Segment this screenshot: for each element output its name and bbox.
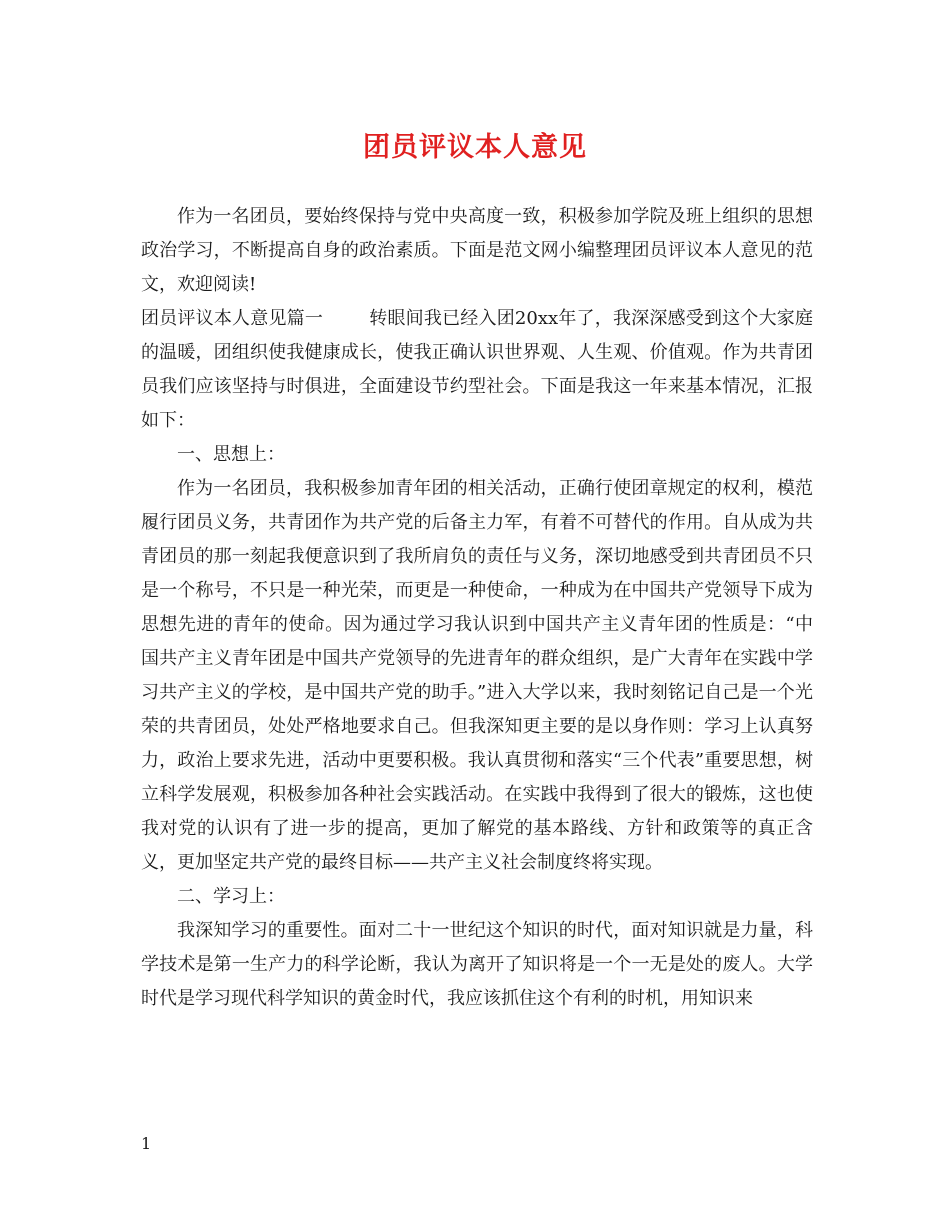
heading-thought: 一、思想上： xyxy=(177,444,285,465)
heading-study: 二、学习上： xyxy=(177,886,285,907)
document-title: 团员评议本人意见 xyxy=(363,132,587,163)
paragraph-thought: 作为一名团员，我积极参加青年团的相关活动，正确行使团章规定的权利，模范履行团员义务，共青团作为共产党的后备主力军，有着不可替代的作用。自从成为共青团员的那一刻起我便意识到了我所肩负的责任与义务，深切地感受到共青团员不只是一个称号，不只是一种光荣，而更是一种使命，一种成为在中国共产党领导下成为思想先进的青年的使命。因为通过学习我认识到中国共产主义青年团的性质是：“中国共产主义青年团是中国共产党领导的先进青年的群众组织，是广大青年在实践中学习共产主义的学校，是中国共产党的助手。”进入大学以来，我时刻铭记自己是一个光荣的共青团员，处处严格地要求自己。但我深知更主要的是以身作则：学习上认真努力，政治上要求先进，活动中更要积极。我认真贯彻和落实“三个代表”重要思想，树立科学发展观，积极参加各种社会实践活动。在实践中我得到了很大的锻炼，这也使我对党的认识有了进一步的提高，更加了解党的基本路线、方针和政策等的真正含义，更加坚定共产党的最终目标——共产主义社会制度终将实现。 xyxy=(141,478,813,873)
section-one-label: 团员评议本人意见篇一 xyxy=(141,308,324,329)
section-one-text: 转眼间我已经入团20xx年了，我深深感受到这个大家庭的温暖，团组织使我健康成长，使我正确认识世界观、人生观、价值观。作为共青团员我们应该坚持与时俱进，全面建设节约型社会。下面是我这一年来基本情况，汇报如下： xyxy=(141,308,813,431)
page-number: 1 xyxy=(141,1134,152,1153)
intro-paragraph: 作为一名团员，要始终保持与党中央高度一致，积极参加学院及班上组织的思想政治学习，不断提高自身的政治素质。下面是范文网小编整理团员评议本人意见的范文，欢迎阅读! xyxy=(141,206,813,295)
paragraph-study: 我深知学习的重要性。面对二十一世纪这个知识的时代，面对知识就是力量，科学技术是第一生产力的科学论断，我认为离开了知识将是一个一无是处的废人。大学时代是学习现代科学知识的黄金时代，我应该抓住这个有利的时机，用知识来 xyxy=(141,920,813,1009)
document-body xyxy=(141,200,813,1016)
section-one-paragraph xyxy=(141,302,813,438)
